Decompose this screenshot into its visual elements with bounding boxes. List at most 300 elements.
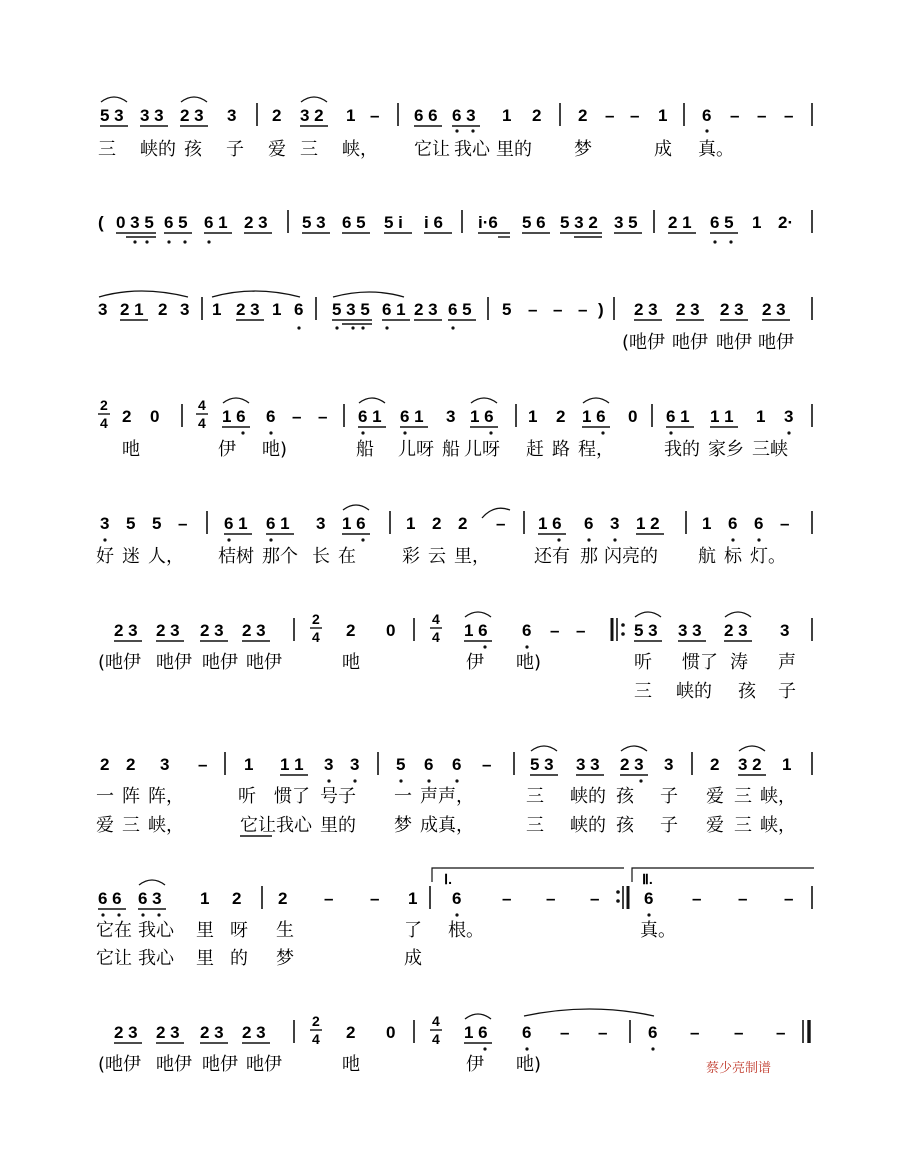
lyric: 吔) xyxy=(262,439,288,460)
note: 1 xyxy=(406,514,416,533)
lyric: 三 xyxy=(98,139,116,160)
note: 2 xyxy=(346,1023,356,1042)
row-5 xyxy=(96,505,812,567)
row-2 xyxy=(98,210,812,244)
note: 3 2 xyxy=(300,106,324,125)
note: 2 xyxy=(278,889,288,908)
note: 3 xyxy=(784,407,794,426)
octave-dots xyxy=(455,129,708,132)
note: 1 xyxy=(244,755,254,774)
lyric: 桔树 xyxy=(218,546,254,567)
underlines xyxy=(116,233,738,237)
note: – xyxy=(630,106,640,125)
note: – xyxy=(598,1023,608,1042)
time-top: 2 xyxy=(312,1013,320,1029)
lyric: 里的 xyxy=(496,139,532,160)
note: 2 xyxy=(532,106,542,125)
lyric: 孩 xyxy=(184,139,202,160)
lyric: 那个 xyxy=(262,546,298,567)
note: 0 3 5 xyxy=(116,213,154,232)
lyric: 它让 xyxy=(414,139,450,160)
lyric-verse-2: 三 xyxy=(526,815,544,836)
note: 6 3 xyxy=(452,106,476,125)
lyric: 儿呀 xyxy=(398,439,434,460)
note: 6 xyxy=(754,514,764,533)
lyric-verse-2: 峡的 xyxy=(676,681,712,702)
lyric: 船 xyxy=(356,439,374,460)
lyric: 爱 xyxy=(706,786,724,807)
lyric: 生 xyxy=(276,920,294,941)
lyric: 航 xyxy=(698,546,716,567)
note: – xyxy=(324,889,334,908)
note: 1 xyxy=(408,889,418,908)
lyric: 我心 xyxy=(454,139,490,160)
time-bottom: 4 xyxy=(198,415,206,431)
note: 1 6 xyxy=(342,514,366,533)
time-top: 4 xyxy=(432,1013,440,1029)
note: 6 xyxy=(266,407,276,426)
note: 2 xyxy=(100,755,110,774)
note: 6 6 xyxy=(414,106,438,125)
note: 6 xyxy=(522,1023,532,1042)
lyric: 吔伊 xyxy=(246,652,282,673)
lyric: 吔) xyxy=(516,652,542,673)
lyric-verse-2: 爱 xyxy=(96,815,114,836)
note: 6 5 xyxy=(448,300,472,319)
note: 2 3 xyxy=(200,1023,224,1042)
note: 1 1 xyxy=(710,407,734,426)
lyric: 号子 xyxy=(320,786,356,807)
note: 2 3 xyxy=(676,300,700,319)
lyric: 峡， xyxy=(760,786,796,807)
lyric: 里 xyxy=(196,920,214,941)
note: – xyxy=(738,889,748,908)
lyric-verse-2: 三 xyxy=(634,681,652,702)
note: 5 6 xyxy=(522,213,546,232)
note: 1 xyxy=(752,213,762,232)
lyric: 根。 xyxy=(448,920,484,941)
note: 5 xyxy=(396,755,406,774)
note: 5 xyxy=(126,514,136,533)
time-top: 2 xyxy=(312,611,320,627)
lyric-verse-2: 它让 xyxy=(96,948,132,969)
lyric-verse-2: 峡的 xyxy=(570,815,606,836)
time-signature xyxy=(310,1013,322,1047)
note: 3 3 xyxy=(678,621,702,640)
note: 1 xyxy=(756,407,766,426)
note: – xyxy=(730,106,740,125)
note: 6 xyxy=(648,1023,658,1042)
lyric: 我的 xyxy=(664,439,700,460)
note: 0 xyxy=(386,621,396,640)
lyric: 路 xyxy=(552,439,570,460)
lyric: 涛 xyxy=(730,652,748,673)
lyric-verse-2: 梦 xyxy=(394,815,412,836)
row-6 xyxy=(98,611,812,702)
note: 1 xyxy=(200,889,210,908)
note: 2 xyxy=(556,407,566,426)
slurs xyxy=(531,746,765,751)
time-top: 4 xyxy=(198,397,206,413)
row-1 xyxy=(98,97,812,160)
note: 6 5 xyxy=(164,213,188,232)
note: 3 3 xyxy=(576,755,600,774)
lyric: 赶 xyxy=(526,439,544,460)
lyric: 吔伊 xyxy=(246,1054,282,1075)
lyric: (吔伊 xyxy=(98,652,142,673)
time-signature xyxy=(310,611,322,645)
lyric: 吔伊 xyxy=(672,332,708,353)
lyric: 吔伊 xyxy=(202,1054,238,1075)
note: 2 1 xyxy=(668,213,692,232)
lyric-verse-2: 的 xyxy=(230,948,248,969)
note: 1 6 xyxy=(464,1023,488,1042)
lyric-verse-2: 三 xyxy=(122,815,140,836)
note: – xyxy=(370,106,380,125)
lyric: 声声， xyxy=(420,786,474,807)
note: 3 xyxy=(316,514,326,533)
lyric: 呀 xyxy=(230,920,248,941)
lyric: 吔伊 xyxy=(716,332,752,353)
lyric: 阵， xyxy=(148,786,184,807)
lyric-verse-2: 成真， xyxy=(420,815,474,836)
note: 3 xyxy=(446,407,456,426)
note: 6 xyxy=(728,514,738,533)
time-bottom: 4 xyxy=(100,415,108,431)
lyric: 好 xyxy=(96,546,114,567)
note: 6 1 xyxy=(400,407,424,426)
note: 2 3 xyxy=(156,621,180,640)
note: – xyxy=(546,889,556,908)
lyric: 惯了 xyxy=(682,652,718,673)
note: 3 xyxy=(98,300,108,319)
octave-dots xyxy=(297,326,454,329)
time-bottom: 4 xyxy=(312,1031,320,1047)
row-3 xyxy=(98,291,812,353)
note: 1 xyxy=(272,300,282,319)
note: – xyxy=(550,621,560,640)
slurs xyxy=(465,612,751,617)
lyric: 三 xyxy=(734,786,752,807)
note: 2 xyxy=(578,106,588,125)
lyric: 三峡 xyxy=(752,439,788,460)
note: 2 3 xyxy=(634,300,658,319)
lyric: 梦 xyxy=(574,139,592,160)
lyric: 成 xyxy=(654,139,672,160)
lyric: 吔 xyxy=(122,439,140,460)
note: – xyxy=(578,300,588,319)
time-top: 4 xyxy=(432,611,440,627)
note: 6 1 xyxy=(204,213,228,232)
note: 6 1 xyxy=(382,300,406,319)
note: – xyxy=(692,889,702,908)
lyric: 家乡 xyxy=(708,439,744,460)
note: – xyxy=(780,514,790,533)
lyric: 峡， xyxy=(342,139,378,160)
lyric-verse-2: 里 xyxy=(196,948,214,969)
note: 6 xyxy=(702,106,712,125)
slurs xyxy=(465,1009,654,1019)
note: 6 3 xyxy=(138,889,162,908)
lyric: 吔伊 xyxy=(202,652,238,673)
lyric: 云 xyxy=(428,546,446,567)
row-7 xyxy=(96,746,812,836)
note: 2 3 xyxy=(244,213,268,232)
note: – xyxy=(605,106,615,125)
lyric-verse-2: 我心 xyxy=(276,815,312,836)
note: 2 1 xyxy=(120,300,144,319)
note: 2 3 xyxy=(620,755,644,774)
note: 1 6 xyxy=(538,514,562,533)
slurs xyxy=(223,398,609,403)
note: 6 1 xyxy=(666,407,690,426)
lyric-verse-2: 成 xyxy=(404,948,422,969)
slurs xyxy=(101,97,327,102)
lyric: 峡的 xyxy=(140,139,176,160)
note: 5 3 xyxy=(100,106,124,125)
note: 3 xyxy=(180,300,190,319)
lyric: 船 xyxy=(442,439,460,460)
note: 2 3 xyxy=(114,1023,138,1042)
row-8 xyxy=(96,868,814,969)
volta-brackets xyxy=(432,868,814,887)
note: 1 xyxy=(502,106,512,125)
lyric-verse-2: 三 xyxy=(734,815,752,836)
note: 6 xyxy=(452,889,462,908)
note: 2 3 xyxy=(720,300,744,319)
note: i·6 xyxy=(478,213,498,232)
time-signature xyxy=(430,1013,442,1047)
note: 2 xyxy=(232,889,242,908)
final-barline xyxy=(803,1020,809,1043)
note: i 6 xyxy=(424,213,443,232)
lyric-verse-2: 峡， xyxy=(148,815,184,836)
note: – xyxy=(292,407,302,426)
note: 5 3 5 xyxy=(332,300,370,319)
note: 1 xyxy=(212,300,222,319)
lyric-verse-2: 我心 xyxy=(138,948,174,969)
note: – xyxy=(784,889,794,908)
lyric: 孩 xyxy=(616,786,634,807)
lyric: 峡的 xyxy=(570,786,606,807)
lyric-verse-2: 孩 xyxy=(738,681,756,702)
lyric: 了 xyxy=(404,920,422,941)
lyric: 长 xyxy=(312,546,330,567)
lyric: 吔) xyxy=(516,1054,542,1075)
note: 3 xyxy=(227,106,237,125)
note: 1 2 xyxy=(636,514,660,533)
note: 2 3 xyxy=(242,621,266,640)
lyric: 一 xyxy=(96,786,114,807)
lyric-verse-2: 孩 xyxy=(616,815,634,836)
note: – xyxy=(576,621,586,640)
lyric: 在 xyxy=(338,546,356,567)
time-signature xyxy=(98,397,110,431)
octave-dots xyxy=(103,538,760,541)
note: – xyxy=(370,889,380,908)
octave-dots xyxy=(241,431,790,434)
note: 5 3 2 xyxy=(560,213,598,232)
note: 6 5 xyxy=(710,213,734,232)
note: 2 3 xyxy=(242,1023,266,1042)
lyric-verse-2: 爱 xyxy=(706,815,724,836)
lyric: 还有 xyxy=(534,546,570,567)
lyric: 人， xyxy=(148,546,184,567)
note: – xyxy=(178,514,188,533)
lyric: 伊 xyxy=(466,1054,484,1075)
note: 2 xyxy=(710,755,720,774)
note: 2 xyxy=(126,755,136,774)
note: 3 3 xyxy=(140,106,164,125)
lyric: (吔伊 xyxy=(98,1054,142,1075)
note: 5 i xyxy=(384,213,403,232)
note: 6 xyxy=(522,621,532,640)
note: 5 3 xyxy=(634,621,658,640)
note: – xyxy=(734,1023,744,1042)
note: 0 xyxy=(150,407,160,426)
underlines xyxy=(120,320,790,324)
lyric: 伊 xyxy=(466,652,484,673)
note: 0 xyxy=(386,1023,396,1042)
note: 1 6 xyxy=(464,621,488,640)
lyric: 它在 xyxy=(96,920,132,941)
note: ( xyxy=(98,213,104,232)
note: 5 xyxy=(152,514,162,533)
note: 2 xyxy=(432,514,442,533)
note: ) xyxy=(598,300,604,319)
lyric: 儿呀 xyxy=(464,439,500,460)
lyric: 程， xyxy=(578,439,614,460)
note: 1 6 xyxy=(470,407,494,426)
lyric: 闪亮的 xyxy=(604,546,658,567)
octave-dots xyxy=(101,913,650,916)
lyric-verse-2: 子 xyxy=(660,815,678,836)
note: – xyxy=(757,106,767,125)
lyric-verse-2: 梦 xyxy=(276,948,294,969)
lyric: 吔 xyxy=(342,1054,360,1075)
note: – xyxy=(690,1023,700,1042)
note: 1 xyxy=(658,106,668,125)
lyric-verse-2: 它让 xyxy=(240,815,276,836)
note: 2 3 xyxy=(156,1023,180,1042)
note: – xyxy=(198,755,208,774)
lyric: 我心 xyxy=(138,920,174,941)
note: 2 xyxy=(346,621,356,640)
note: 1 xyxy=(528,407,538,426)
lyric-verse-2: 峡， xyxy=(760,815,796,836)
lyric: 子 xyxy=(226,139,244,160)
row-9 xyxy=(98,1009,809,1076)
note: 2 xyxy=(272,106,282,125)
note: 3 xyxy=(100,514,110,533)
octave-dots xyxy=(327,779,642,782)
octave-dots xyxy=(483,1047,654,1050)
note: 2 3 xyxy=(236,300,260,319)
note: 2 3 xyxy=(200,621,224,640)
note: 3 xyxy=(324,755,334,774)
note: 6 1 xyxy=(266,514,290,533)
note: 6 6 xyxy=(98,889,122,908)
note: 2 xyxy=(458,514,468,533)
note: 2 3 xyxy=(114,621,138,640)
time-bottom: 4 xyxy=(432,629,440,645)
note: 1 xyxy=(782,755,792,774)
arranger-credit: 蔡少亮制谱 xyxy=(706,1061,772,1076)
note: 5 xyxy=(502,300,512,319)
lyric: 阵 xyxy=(122,786,140,807)
note: 1 1 xyxy=(280,755,304,774)
lyric: 听 xyxy=(634,652,652,673)
lyric: 三 xyxy=(300,139,318,160)
lyric-verse-2: 里的 xyxy=(320,815,356,836)
row-4 xyxy=(98,397,812,460)
lyric: (吔伊 xyxy=(622,332,666,353)
lyric: 听 xyxy=(238,786,256,807)
lyric: 标 xyxy=(724,546,742,567)
note: 6 xyxy=(452,755,462,774)
lyric: 一 xyxy=(394,786,412,807)
lyric: 那 xyxy=(580,546,598,567)
lyric: 真。 xyxy=(640,920,676,941)
lyric: 吔 xyxy=(342,652,360,673)
octave-dots xyxy=(133,240,732,243)
lyric: 灯。 xyxy=(750,546,786,567)
note: 6 1 xyxy=(224,514,248,533)
lyric: 迷 xyxy=(122,546,140,567)
note: 6 1 xyxy=(358,407,382,426)
note: 3 xyxy=(350,755,360,774)
note: 2 xyxy=(158,300,168,319)
note: – xyxy=(528,300,538,319)
volta-1-label: Ⅰ. xyxy=(444,871,453,887)
note: 2 3 xyxy=(414,300,438,319)
note: 6 xyxy=(584,514,594,533)
note: 1 xyxy=(702,514,712,533)
note: 3 5 xyxy=(614,213,638,232)
note: – xyxy=(496,514,506,533)
time-signature xyxy=(196,397,208,431)
note: 1 6 xyxy=(582,407,606,426)
note: 6 xyxy=(644,889,654,908)
lyric: 声 xyxy=(778,652,796,673)
lyric: 吔伊 xyxy=(156,1054,192,1075)
volta-2-label: Ⅱ. xyxy=(642,871,653,887)
note: 5 3 xyxy=(302,213,326,232)
lyric: 子 xyxy=(660,786,678,807)
note: – xyxy=(560,1023,570,1042)
time-bottom: 4 xyxy=(432,1031,440,1047)
note: 2 3 xyxy=(762,300,786,319)
note: – xyxy=(553,300,563,319)
note: 3 2 xyxy=(738,755,762,774)
note: – xyxy=(784,106,794,125)
note: 3 xyxy=(160,755,170,774)
note: – xyxy=(482,755,492,774)
note: 5 3 xyxy=(530,755,554,774)
note: 6 xyxy=(294,300,304,319)
time-bottom: 4 xyxy=(312,629,320,645)
note: – xyxy=(776,1023,786,1042)
note: 2· xyxy=(778,213,794,232)
lyric: 伊 xyxy=(218,439,236,460)
lyric: 爱 xyxy=(268,139,286,160)
note: 6 5 xyxy=(342,213,366,232)
lyric: 彩 xyxy=(402,546,420,567)
note: – xyxy=(502,889,512,908)
repeat-end xyxy=(616,886,628,909)
time-top: 2 xyxy=(100,397,108,413)
note: 2 xyxy=(122,407,132,426)
